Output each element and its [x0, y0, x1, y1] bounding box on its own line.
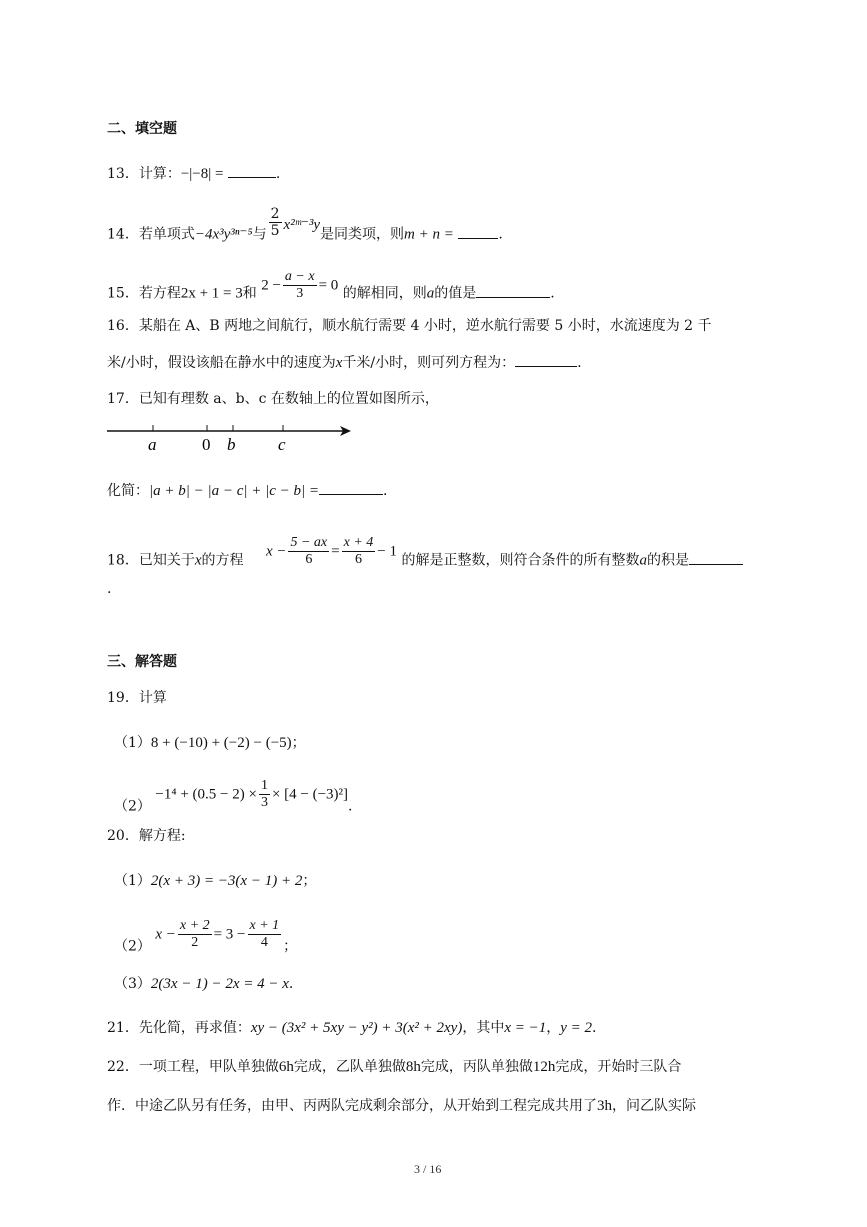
period: .	[383, 483, 388, 499]
question-text: 的解是正整数，则符合条件的所有整数	[401, 552, 640, 569]
question-text: 完成，乙队单独做	[293, 1059, 406, 1075]
period: .	[592, 1020, 597, 1036]
equation	[266, 535, 397, 568]
math-expression: 2(3x − 1) − 2x = 4 − x	[150, 976, 289, 992]
math-expression	[155, 778, 348, 811]
page-number: 3 / 16	[414, 1162, 442, 1176]
value-12h: 12h	[532, 1059, 556, 1075]
math-expression	[155, 918, 283, 951]
fraction-numerator: x + 4	[343, 535, 374, 550]
punctuation: ；	[302, 873, 317, 889]
variable: a	[426, 285, 435, 302]
question-text: 完成，丙队单独做	[420, 1059, 533, 1075]
section-heading-fill-blank: 二、填空题	[107, 121, 177, 137]
period: .	[288, 976, 294, 992]
question-20-part-2	[114, 918, 298, 963]
question-18	[107, 535, 743, 577]
equation-1: 2x + 1 = 3	[180, 285, 243, 302]
question-16-line-1: 16．某船在 A、B 两地之间航行，顺水航行需要 4 小时，逆水航行需要 5 小时，水流速度为 2 千	[107, 318, 712, 334]
answer-blank	[458, 224, 498, 239]
question-20-part-1	[114, 871, 316, 891]
question-text: 化简：	[107, 483, 149, 499]
fraction-denominator: 6	[354, 552, 362, 567]
question-14	[107, 206, 503, 251]
label-zero: 0	[202, 435, 211, 454]
question-number: 15．	[107, 285, 139, 302]
fraction	[269, 206, 282, 239]
question-17-line-1: 17．已知有理数 a、b、c 在数轴上的位置如图所示，	[107, 391, 439, 407]
fraction-denominator: 3	[296, 286, 304, 301]
part-label: （1）	[114, 735, 151, 751]
question-text: 与	[252, 226, 267, 243]
fraction-numerator: 1	[260, 778, 268, 793]
variable: x	[194, 552, 202, 569]
question-16-line-2	[107, 352, 582, 373]
fraction-2	[342, 535, 376, 568]
question-21	[107, 1018, 596, 1038]
period: .	[550, 285, 555, 302]
value-6h: 6h	[278, 1059, 294, 1075]
eq-part: = 3 −	[213, 926, 246, 943]
variable: x	[335, 355, 343, 371]
question-number: 18．	[107, 552, 139, 569]
answer-blank	[319, 480, 383, 495]
label-b: b	[227, 435, 236, 454]
eq-part: − 1	[377, 543, 398, 560]
punctuation: ；	[283, 938, 298, 955]
period: .	[275, 166, 281, 182]
question-19-title: 19．计算	[107, 690, 167, 706]
question-text: 完成，开始时三队合	[555, 1059, 682, 1075]
question-text: 作．中途乙队另有任务，由甲、丙两队完成剩余部分，从开始到工程完成共用了	[107, 1098, 597, 1114]
answer-blank	[228, 163, 276, 178]
question-17-simplify	[107, 480, 388, 501]
variable: a	[639, 552, 647, 569]
monomial-1: −4x³y³ⁿ⁻⁵	[194, 226, 253, 243]
answer-blank	[476, 283, 550, 298]
period: .	[498, 226, 503, 243]
fraction-denominator: 2	[191, 935, 199, 950]
fraction-numerator: 2	[270, 206, 280, 222]
part-label: （2）	[114, 938, 151, 955]
answer-blank	[689, 550, 743, 565]
part-label: （2）	[114, 798, 151, 815]
math-expression: 8 + (−10) + (−2) − (−5)	[150, 735, 292, 751]
fraction-numerator: x + 1	[249, 918, 280, 933]
question-text: 的方程	[201, 552, 244, 569]
part-label: （1）	[114, 873, 151, 889]
question-20-part-3	[114, 974, 293, 994]
fraction-2	[248, 918, 282, 951]
eq-part: × [4 − (−3)²]	[271, 786, 349, 803]
eq-part: x −	[155, 926, 176, 943]
fraction-numerator: x + 2	[179, 918, 210, 933]
question-number: 14．	[107, 226, 139, 243]
question-text: 21．先化简，再求值：	[107, 1020, 251, 1036]
math-expression: xy − (3x² + 5xy − y²) + 3(x² + 2xy)	[250, 1020, 463, 1036]
question-18-period: .	[107, 581, 112, 597]
math-expression: m + n =	[404, 226, 454, 243]
period: .	[348, 798, 353, 815]
question-15	[107, 269, 555, 310]
question-13	[107, 163, 280, 184]
monomial-2: x²ᵐ⁻³y	[283, 216, 321, 233]
fraction-denominator: 4	[260, 935, 268, 950]
label-c: c	[278, 435, 286, 454]
question-20-title: 20．解方程:	[107, 828, 186, 844]
number-line	[105, 418, 355, 454]
fraction-denominator: 5	[270, 223, 280, 239]
question-text: 米/小时，假设该船在静水中的速度为	[107, 355, 336, 371]
question-number: 13．	[107, 166, 139, 182]
question-22-line-2	[107, 1096, 696, 1116]
fraction-denominator: 6	[305, 552, 313, 567]
part-label: （3）	[114, 976, 151, 992]
question-text: 是同类项，则	[320, 226, 405, 243]
fraction-1	[178, 918, 212, 951]
question-text: 22．一项工程，甲队单独做	[107, 1059, 279, 1075]
punctuation: ；	[291, 735, 306, 751]
condition-x: x = −1	[504, 1020, 547, 1036]
eq-part: x −	[265, 543, 287, 560]
fraction	[259, 778, 270, 811]
answer-blank	[515, 352, 577, 367]
question-text: 的积是	[646, 552, 689, 569]
math-expression: −|−8| =	[180, 166, 224, 182]
value-3h: 3h	[597, 1098, 612, 1114]
question-text: 计算：	[138, 166, 181, 182]
label-a: a	[148, 435, 157, 454]
question-text: 千米/小时，则可列方程为：	[342, 355, 516, 371]
fraction-denominator: 3	[260, 795, 268, 810]
period: .	[577, 355, 582, 371]
fraction-numerator: a − x	[284, 269, 315, 284]
value-8h: 8h	[405, 1059, 421, 1075]
section-heading-answer: 三、解答题	[107, 654, 177, 670]
condition-y: y = 2	[560, 1020, 593, 1036]
math-expression: |a + b| − |a − c| + |c − b| =	[149, 483, 320, 499]
question-22-line-1	[107, 1057, 681, 1077]
eq-part: = 0	[318, 277, 339, 294]
question-text: 若方程	[138, 285, 181, 302]
question-text: 的值是	[434, 285, 477, 302]
fraction-1	[288, 535, 329, 568]
question-19-part-2	[114, 778, 353, 823]
fraction-numerator: 5 − ax	[290, 535, 328, 550]
question-text: 和	[242, 285, 257, 302]
math-expression: 2(x + 3) = −3(x − 1) + 2	[150, 873, 303, 889]
question-text: 若单项式	[138, 226, 195, 243]
question-19-part-1	[114, 733, 306, 753]
punctuation: ，	[546, 1020, 561, 1036]
question-text: ，问乙队实际	[612, 1098, 696, 1114]
question-text: 的解相同，则	[342, 285, 427, 302]
eq-part: −1⁴ + (0.5 − 2) ×	[155, 786, 257, 803]
question-text: ，其中	[462, 1020, 505, 1036]
eq-part: =	[331, 543, 340, 560]
equation-2	[261, 269, 338, 302]
eq-part: 2 −	[261, 277, 281, 294]
question-text: 已知关于	[138, 552, 195, 569]
fraction	[283, 269, 317, 302]
